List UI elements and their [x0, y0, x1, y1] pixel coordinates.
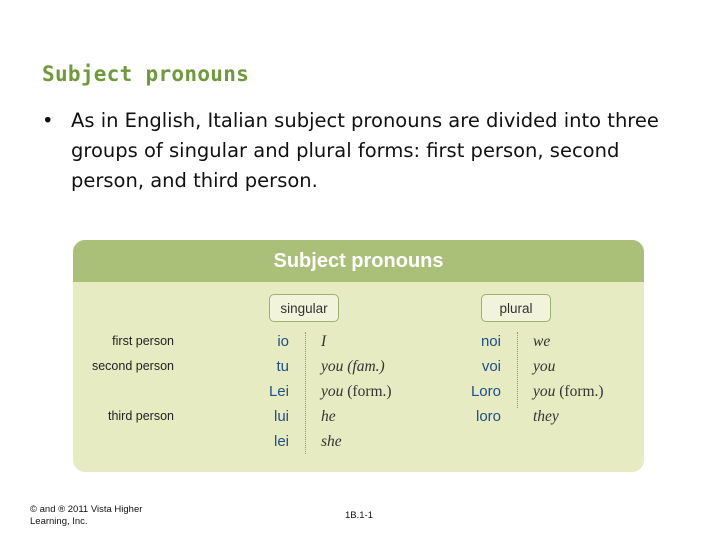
english-plural: they [533, 408, 559, 425]
divider-plural [517, 332, 518, 408]
english-singular: I [321, 333, 327, 350]
bullet-item [42, 106, 682, 196]
pronoun-table [73, 240, 644, 472]
slide-title: Subject pronouns [42, 62, 250, 86]
english-singular: you (fam.) [321, 358, 385, 375]
singular-label: singular [269, 294, 339, 322]
bullet-text: As in English, Italian subject pronouns are divided into three groups of singular and plural forms: first person, second person, and third person. [71, 109, 659, 192]
person-label: third person [107, 409, 174, 423]
copyright-note: © and ® 2011 Vista Higher Learning, Inc. [30, 504, 143, 527]
divider-singular [305, 332, 306, 454]
italian-plural: voi [481, 358, 501, 375]
italian-plural: Loro [470, 383, 501, 400]
table-title: Subject pronouns [73, 240, 644, 282]
italian-plural: loro [475, 408, 501, 425]
english-singular: she [321, 433, 342, 450]
plural-label: plural [481, 294, 551, 322]
italian-plural: noi [480, 333, 501, 350]
english-singular: he [321, 408, 336, 425]
italian-singular: Lei [268, 383, 289, 400]
slide-code: 1B.1-1 [345, 510, 373, 521]
english-plural: you (form.) [533, 383, 604, 400]
italian-singular: lui [273, 408, 289, 425]
bullet-mark: • [42, 109, 54, 132]
person-label: first person [112, 334, 174, 348]
english-plural: we [533, 333, 551, 350]
italian-singular: tu [276, 358, 289, 375]
person-label: second person [91, 359, 174, 373]
italian-singular: io [277, 333, 289, 350]
english-plural: you [533, 358, 556, 375]
italian-singular: lei [273, 433, 289, 450]
english-singular: you (form.) [321, 383, 392, 400]
